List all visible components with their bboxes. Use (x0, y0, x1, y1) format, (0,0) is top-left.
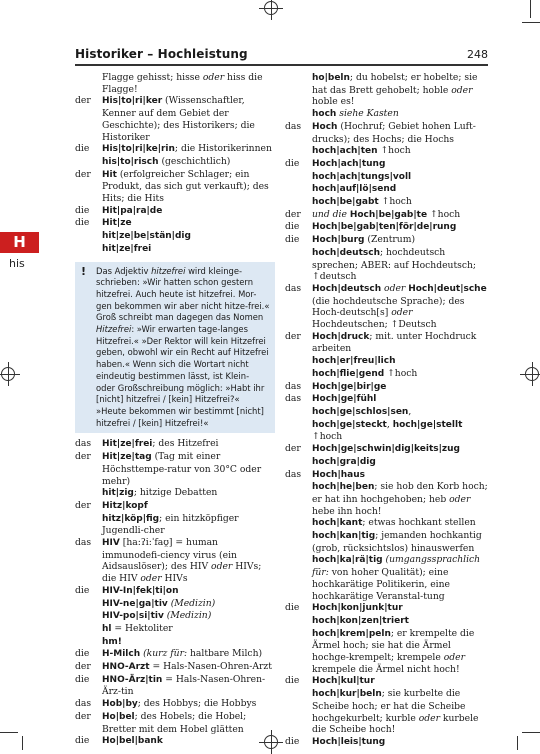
entry-text: ; er krempelte die Ärmel hoch; sie hat die Ärmel hochge-krempelt; krempele (312, 627, 475, 664)
entry-text: hiss die Flagge! (102, 72, 263, 95)
entry-text: oder (418, 712, 440, 724)
running-header (75, 45, 488, 65)
headword: HIV-In|fek|ti|on (102, 585, 179, 596)
headword: ho|beln (312, 73, 350, 83)
dictionary-entry (75, 205, 275, 218)
dictionary-entry (285, 481, 490, 517)
dictionary-entry (75, 438, 275, 451)
entry-text: ; mit. unter Hochdruck arbeiten (312, 330, 477, 355)
usage-note-box (75, 262, 275, 434)
dictionary-entry (285, 145, 490, 158)
entry-text: ; jemanden hochkantig (grob, rücksichtslos) hinauswerfen (312, 530, 482, 554)
entry-text: oder (391, 307, 413, 319)
entry-text: (umgangssprachlich für: (312, 554, 481, 579)
dictionary-entry (285, 602, 490, 615)
headword: Hoch|be|gab|ten|för|de|rung (312, 222, 457, 233)
entry-text: ; die Historikerinnen (174, 143, 272, 155)
headword: hoch|er|freu|lich (312, 356, 396, 367)
headword: HNO-Ärz|tin (102, 674, 163, 685)
dictionary-entry (75, 698, 275, 711)
entry-text: (kurz für: (143, 648, 188, 660)
article-label: die (285, 735, 300, 747)
article-label: die (285, 221, 300, 233)
entry-text: wird kleinge-schrieben: »Wir hatten schon gestern hitzefrei. Auch heute ist hitzefrei. Mor-gen bekommen wir aber nicht hitze-frei.« Groß schreibt man dagegen das Nomen (96, 265, 270, 323)
headword: Hoch|ge|schwin|dig|keits|zug (312, 444, 460, 455)
dictionary-entry (285, 221, 490, 234)
dictionary-entry (285, 675, 490, 688)
entry-text: (erfolgreicher Schlager; ein Produkt, das sich gut verkauft); des Hits; die Hits (102, 168, 269, 205)
entry-text: = Hals-Nasen-Ohren-Arzt (149, 661, 272, 673)
dictionary-entry (75, 72, 275, 95)
entry-text: ; etwas hochkant stellen (362, 517, 476, 529)
dictionary-entry (75, 156, 275, 169)
dictionary-entry (75, 623, 275, 636)
article-label: der (75, 499, 91, 511)
headword: H-Milch (102, 649, 141, 660)
entry-text: (Hochruf; Gebiet hohen Luft-drucks); des Hochs; die Hochs (312, 120, 476, 145)
article-label: das (75, 438, 92, 450)
entry-text: ; hochdeutsch sprechen; (312, 246, 446, 271)
entry-text: oder (384, 282, 406, 294)
headword: hoch|ge|steckt (312, 419, 387, 430)
entry-text: (Medizin) (166, 610, 212, 622)
headword: Ho|bel|bank (102, 736, 163, 747)
entry-text: ; sie hob den Korb hoch; er hat ihn hochgehoben; heb (312, 481, 488, 505)
dictionary-entry (285, 688, 490, 736)
headword: Hob|by (102, 699, 138, 710)
article-label: das (285, 120, 302, 132)
article-label: das (285, 380, 302, 392)
entry-text: hoble es! (312, 96, 355, 108)
headword: Hit|ze (102, 218, 132, 229)
headword: hit|zig (102, 488, 134, 499)
dictionary-entry (285, 393, 490, 406)
entry-text: oder (202, 72, 225, 83)
dictionary-entry (75, 500, 275, 513)
registration-mark-left (1, 367, 15, 381)
headword: Hoch|deutsch (312, 283, 382, 294)
crop-mark (530, 0, 531, 18)
dictionary-entry (75, 243, 275, 256)
entry-text: hitzefrei (151, 265, 186, 276)
letter-thumb-tab: H (0, 232, 39, 253)
dictionary-entry (75, 487, 275, 500)
headword: Hoch|be|gab|te (349, 209, 428, 220)
entry-text: ; hitzige Debatten (133, 487, 218, 499)
dictionary-entry (75, 585, 275, 598)
headword: Hit|ze|tag (102, 452, 152, 463)
article-label: die (285, 157, 300, 169)
article-label: das (75, 698, 92, 710)
dictionary-entry (285, 196, 490, 209)
headword: Hoch|ge|fühl (312, 394, 377, 405)
entry-text: ↑hoch (427, 208, 461, 220)
article-label: das (285, 468, 302, 480)
entry-text: ABER: (360, 259, 391, 271)
crop-mark (522, 22, 540, 23)
crop-mark (522, 732, 540, 733)
dictionary-entry (285, 554, 490, 602)
article-label: der (75, 661, 91, 673)
entry-text: krempele die Ärmel nicht hoch! (312, 663, 460, 675)
dictionary-entry (75, 711, 275, 735)
entry-text: ; des Hitzefrei (152, 438, 219, 450)
article-label: die (75, 648, 90, 660)
article-label: der (75, 451, 91, 463)
headword: Hit|pa|ra|de (102, 205, 163, 216)
dictionary-entry (285, 158, 490, 171)
headword: hoch|be|gabt (312, 197, 379, 208)
dictionary-entry (75, 513, 275, 537)
section-label: his (9, 257, 25, 270)
dictionary-entry (75, 169, 275, 205)
article-label: der (75, 710, 91, 722)
article-label: das (75, 537, 92, 549)
entry-text: : »Wir erwarten tage-langes Hitzefrei.« »Der Rektor will kein Hitzefrei geben, obwohl wir ein Recht auf Hitzefrei haben.« Wenn sich die Wortart nicht eindeutig bestimmen lässt, ist Klein- oder Großschreibung möglich: »Habt ihr [nicht] hitzefrei / [kein] Hitzefrei?« »Heute bekommen wir bestimmt [nicht] hitzefrei / [kein] Hitzefrei!« (96, 324, 269, 428)
headword: hoch|kant (312, 518, 363, 529)
dictionary-entry (75, 648, 275, 661)
headword: hoch|auf|lö|send (312, 184, 397, 195)
headword: hm! (102, 636, 122, 647)
headword: hoch|krem|peln (312, 628, 391, 639)
entry-text: ↑hoch (312, 431, 343, 443)
page-number: 248 (467, 48, 488, 61)
dictionary-entry (285, 108, 490, 121)
headword: hoch|kur|beln (312, 689, 382, 700)
headword: Hoch|haus (312, 469, 365, 480)
dictionary-entry (75, 598, 275, 611)
dictionary-entry (285, 331, 490, 355)
article-label: die (75, 673, 90, 685)
dictionary-entry (285, 234, 490, 247)
dictionary-entry (75, 636, 275, 649)
dictionary-entry (285, 368, 490, 381)
dictionary-entry (285, 736, 490, 749)
dictionary-entry (285, 381, 490, 394)
dictionary-entry (75, 451, 275, 487)
dictionary-entry (285, 517, 490, 530)
entry-text: Hitzefrei (96, 324, 132, 335)
headword: Hoch (312, 121, 338, 132)
headword: Hit (102, 169, 117, 180)
headword: HIV-po|si|tiv (102, 611, 164, 622)
headword: hit|ze|frei (102, 243, 152, 254)
dictionary-entry (285, 406, 490, 443)
entry-text: ; du hobelst; er hobelte; sie hat das Brett gehobelt; hoble (312, 72, 478, 96)
headword: hoch|ach|tungs|voll (312, 171, 412, 182)
headword: Hitz|kopf (102, 500, 148, 511)
headword: Hoch|druck (312, 331, 370, 342)
dictionary-entry (75, 537, 275, 585)
headword: hoch|kon|zen|triert (312, 615, 409, 626)
registration-mark-top (264, 1, 278, 15)
article-label: die (75, 735, 90, 747)
entry-text: = Hals-Nasen-Ohren-Ärz-tin (102, 673, 266, 698)
exclamation-icon: ! (81, 264, 87, 278)
dictionary-entry (285, 469, 490, 482)
entry-text: ↑hoch (384, 367, 418, 379)
headword: his|to|risch (102, 156, 159, 167)
entry-text: HIVs (161, 573, 188, 585)
entry-text: (die hochdeutsche Sprache); des Hoch-deutsch[s] (312, 295, 465, 319)
entry-text: , (408, 405, 412, 417)
headword: hoch|kan|tig (312, 531, 376, 542)
entry-text: kurbele die Scheibe hoch! (312, 712, 479, 736)
entry-text: ↑hoch (378, 196, 412, 208)
headword: Hoch|leis|tung (312, 736, 386, 747)
dictionary-entry (285, 247, 490, 283)
entry-text: oder (211, 561, 233, 573)
headword: His|to|ri|ker (102, 96, 163, 107)
entry-text: (Zentrum) (364, 234, 416, 246)
headword: hoch|flie|gend (312, 368, 385, 379)
dictionary-entry (285, 209, 490, 222)
headword: HNO-Arzt (102, 662, 150, 673)
dictionary-entry (285, 530, 490, 554)
article-label: das (285, 282, 302, 294)
dictionary-entry (285, 121, 490, 145)
headword: Ho|bel (102, 711, 135, 722)
entry-text: (Medizin) (170, 597, 216, 609)
dictionary-entry (75, 217, 275, 230)
entry-text: ; sie kurbelte die Scheibe hoch; er hat die Scheibe hochgekurbelt; kurble (312, 688, 466, 724)
dictionary-column-left (75, 72, 275, 748)
entry-text: , (386, 418, 393, 430)
dictionary-entry (75, 95, 275, 143)
crop-mark (0, 732, 18, 733)
article-label: die (285, 675, 300, 687)
article-label: der (285, 330, 301, 342)
entry-text: = Hektoliter (111, 622, 173, 634)
entry-text: auf Hochdeutsch; ↑deutsch (312, 259, 477, 283)
article-label: die (75, 204, 90, 216)
headword: Hoch|ge|bir|ge (312, 381, 387, 392)
dictionary-entry (285, 283, 490, 331)
entry-text: oder (443, 652, 465, 664)
entry-text: oder (451, 84, 473, 96)
entry-text: siehe Kasten (339, 108, 399, 120)
headword: hoch|he|ben (312, 482, 375, 493)
headword: hoch (312, 109, 337, 120)
headword: Hoch|kon|junk|tur (312, 603, 403, 614)
headword: hoch|deutsch (312, 247, 380, 258)
dictionary-entry (285, 183, 490, 196)
entry-text: (Wissenschaftler, Kenner auf dem Gebiet der Geschichte); des Historikers; die Historiker (102, 95, 255, 143)
headword: His|to|ri|ke|rin (102, 144, 175, 155)
entry-text: oder (449, 493, 471, 505)
headword: hoch|gra|dig (312, 456, 376, 467)
headword: Hit|ze|frei (102, 439, 153, 450)
article-label: die (75, 584, 90, 596)
headword: Hoch|deut|sche (408, 283, 487, 294)
article-label: der (75, 95, 91, 107)
headword: hoch|ge|stellt (392, 419, 463, 430)
headword: Hoch|kul|tur (312, 676, 375, 687)
dictionary-entry (285, 456, 490, 469)
dictionary-entry (75, 230, 275, 243)
dictionary-column-right (285, 72, 490, 749)
entry-text: haltbare Milch) (187, 648, 263, 660)
entry-text: ; ein hitzköpfiger Jugendli-cher (102, 512, 239, 537)
article-label: die (75, 143, 90, 155)
article-label: die (285, 234, 300, 246)
dictionary-entry (285, 615, 490, 628)
dictionary-entry (285, 443, 490, 456)
entry-text: (geschichtlich) (158, 155, 231, 167)
article-label: der (285, 208, 301, 220)
headword: hoch|ge|schlos|sen (312, 406, 409, 417)
dictionary-entry (75, 661, 275, 674)
dictionary-entry (75, 674, 275, 698)
entry-text: oder (140, 573, 162, 585)
entry-text: und die (312, 208, 347, 220)
page-title: Historiker – Hochleistung (75, 47, 248, 61)
registration-mark-right (525, 367, 539, 381)
dictionary-entry (75, 735, 275, 748)
article-label: die (75, 217, 90, 229)
crop-mark (517, 736, 518, 750)
article-label: der (75, 168, 91, 180)
entry-text: Hochdeutschen; ↑Deutsch (312, 319, 437, 331)
dictionary-entry (285, 171, 490, 184)
article-label: die (285, 602, 300, 614)
crop-mark (22, 736, 23, 750)
entry-text: ; des Hobels; die Hobel; Bretter mit dem Hobel glätten (102, 710, 247, 735)
entry-text: ↑hoch (377, 145, 411, 157)
dictionary-entry (285, 72, 490, 108)
dictionary-entry (75, 610, 275, 623)
headword: hoch|ach|ten (312, 146, 378, 157)
header-rule (75, 64, 488, 66)
entry-text: hebe ihn hoch! (312, 505, 382, 517)
headword: hitz|köp|fig (102, 513, 160, 524)
headword: HIV-ne|ga|tiv (102, 598, 168, 609)
entry-text: HIVs; die HIV (102, 561, 262, 585)
dictionary-entry (285, 355, 490, 368)
article-label: der (285, 443, 301, 455)
headword: hl (102, 623, 112, 634)
entry-text: ; des Hobbys; die Hobbys (137, 698, 257, 710)
entry-text: von hoher Qualität); eine hochkarätige Politikerin, eine hochkarätige Veranstal-tung (312, 567, 450, 602)
dictionary-entry (75, 143, 275, 156)
entry-text: Flagge gehisst; hisse (102, 72, 203, 83)
article-label: das (285, 393, 302, 405)
entry-text: Das Adjektiv (96, 265, 152, 276)
headword: hit|ze|be|stän|dig (102, 231, 191, 242)
headword: HIV (102, 538, 120, 549)
entry-text: (Tag mit einer Höchsttempe-ratur von 30°C oder mehr) (102, 451, 262, 487)
dictionary-entry (285, 628, 490, 676)
headword: Hoch|burg (312, 235, 365, 246)
entry-text: [ha:ʔi:ˈfaʊ̯] = human immunodefi-ciency virus (ein Aidsauslöser); des HIV (102, 537, 237, 573)
headword: hoch|ka|rä|tig (312, 555, 383, 566)
headword: Hoch|ach|tung (312, 158, 386, 169)
